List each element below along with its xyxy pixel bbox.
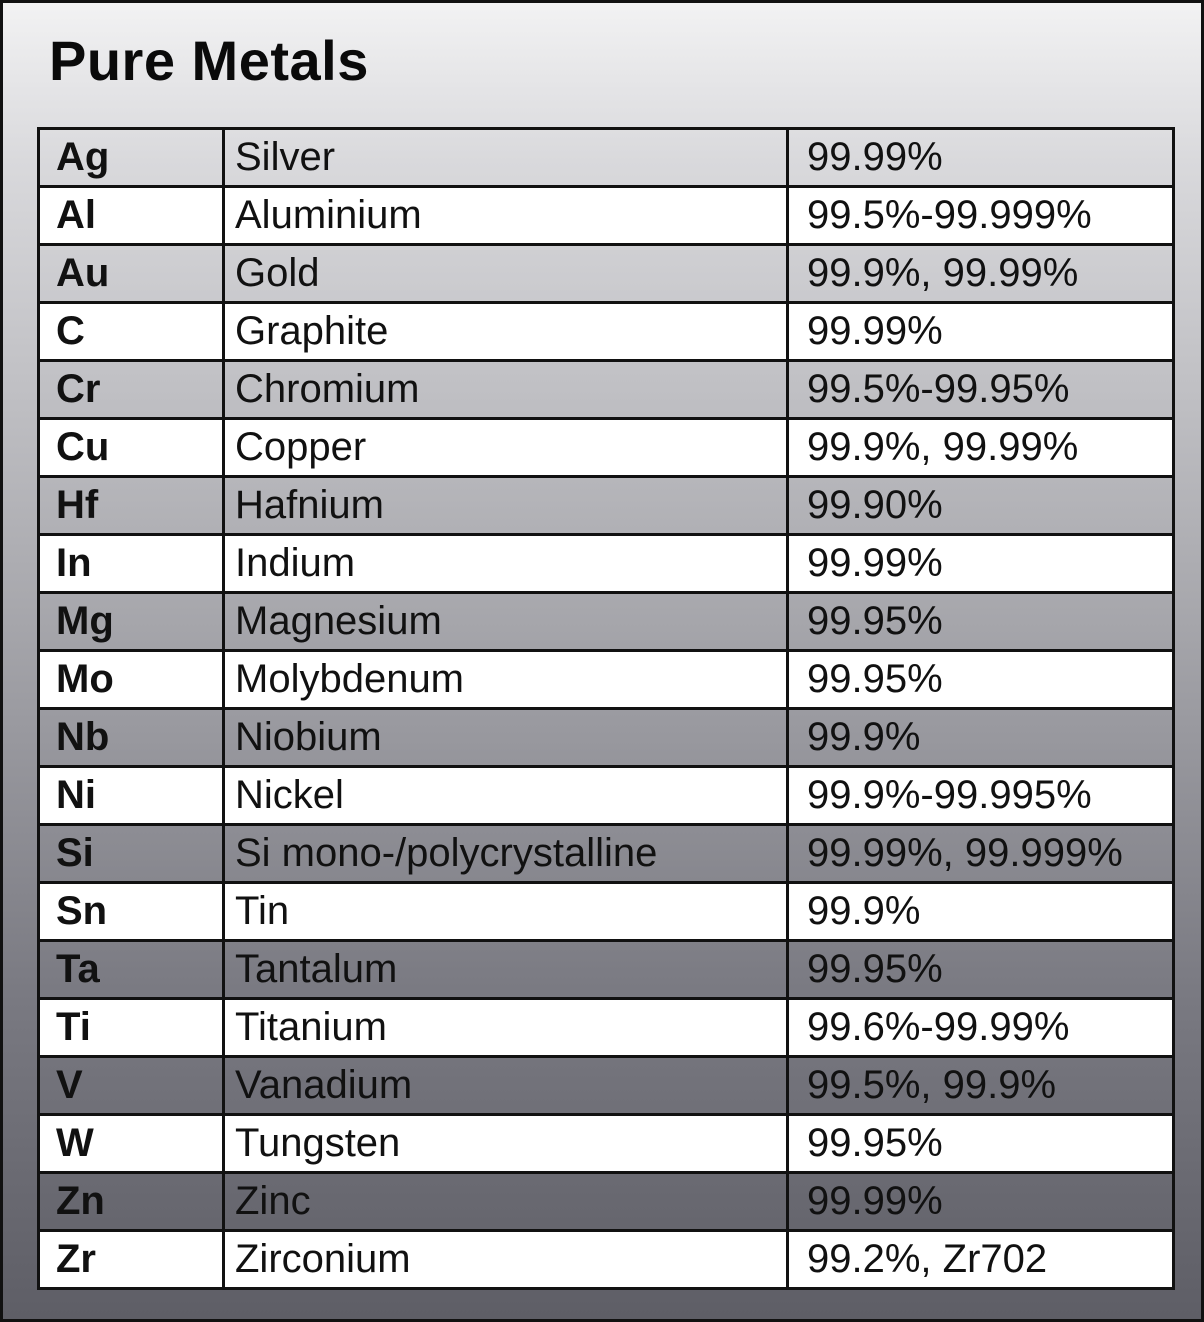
table-row bbox=[39, 361, 1174, 419]
element-name: Titanium bbox=[224, 999, 788, 1057]
element-name: Chromium bbox=[224, 361, 788, 419]
element-symbol: Ta bbox=[39, 941, 224, 999]
element-name: Si mono-/polycrystalline bbox=[224, 825, 788, 883]
element-name: Zinc bbox=[224, 1173, 788, 1231]
purity-value: 99.5%-99.95% bbox=[788, 361, 1174, 419]
element-name: Nickel bbox=[224, 767, 788, 825]
element-name: Silver bbox=[224, 129, 788, 187]
purity-value: 99.6%-99.99% bbox=[788, 999, 1174, 1057]
element-symbol: Nb bbox=[39, 709, 224, 767]
element-name: Vanadium bbox=[224, 1057, 788, 1115]
element-symbol: Zn bbox=[39, 1173, 224, 1231]
element-name: Niobium bbox=[224, 709, 788, 767]
table-row bbox=[39, 303, 1174, 361]
element-symbol: Sn bbox=[39, 883, 224, 941]
purity-value: 99.2%, Zr702 bbox=[788, 1231, 1174, 1289]
element-symbol: W bbox=[39, 1115, 224, 1173]
purity-value: 99.99% bbox=[788, 535, 1174, 593]
table-row bbox=[39, 941, 1174, 999]
table-row bbox=[39, 709, 1174, 767]
table-row bbox=[39, 593, 1174, 651]
element-symbol: Cu bbox=[39, 419, 224, 477]
element-symbol: Au bbox=[39, 245, 224, 303]
table-row bbox=[39, 245, 1174, 303]
element-name: Graphite bbox=[224, 303, 788, 361]
element-symbol: Al bbox=[39, 187, 224, 245]
element-name: Tungsten bbox=[224, 1115, 788, 1173]
purity-value: 99.95% bbox=[788, 593, 1174, 651]
table-row bbox=[39, 999, 1174, 1057]
purity-value: 99.5%, 99.9% bbox=[788, 1057, 1174, 1115]
table-row bbox=[39, 767, 1174, 825]
purity-value: 99.99% bbox=[788, 129, 1174, 187]
purity-value: 99.9%-99.995% bbox=[788, 767, 1174, 825]
element-symbol: Ag bbox=[39, 129, 224, 187]
purity-value: 99.95% bbox=[788, 651, 1174, 709]
purity-value: 99.95% bbox=[788, 1115, 1174, 1173]
element-symbol: Zr bbox=[39, 1231, 224, 1289]
metals-table-body bbox=[39, 129, 1174, 1289]
table-row bbox=[39, 187, 1174, 245]
element-symbol: C bbox=[39, 303, 224, 361]
metals-table bbox=[37, 127, 1175, 1290]
table-row bbox=[39, 535, 1174, 593]
element-name: Tin bbox=[224, 883, 788, 941]
element-symbol: Mo bbox=[39, 651, 224, 709]
element-name: Tantalum bbox=[224, 941, 788, 999]
table-row bbox=[39, 1231, 1174, 1289]
element-symbol: Mg bbox=[39, 593, 224, 651]
element-symbol: Si bbox=[39, 825, 224, 883]
element-name: Zirconium bbox=[224, 1231, 788, 1289]
purity-value: 99.9%, 99.99% bbox=[788, 245, 1174, 303]
element-symbol: Ni bbox=[39, 767, 224, 825]
purity-value: 99.9% bbox=[788, 883, 1174, 941]
table-row bbox=[39, 1115, 1174, 1173]
table-row bbox=[39, 651, 1174, 709]
table-row bbox=[39, 1173, 1174, 1231]
table-row bbox=[39, 419, 1174, 477]
table-row bbox=[39, 129, 1174, 187]
page-title: Pure Metals bbox=[49, 29, 369, 92]
purity-value: 99.5%-99.999% bbox=[788, 187, 1174, 245]
table-row bbox=[39, 1057, 1174, 1115]
purity-value: 99.90% bbox=[788, 477, 1174, 535]
table-row bbox=[39, 477, 1174, 535]
element-symbol: In bbox=[39, 535, 224, 593]
table-row bbox=[39, 825, 1174, 883]
purity-value: 99.95% bbox=[788, 941, 1174, 999]
purity-value: 99.9%, 99.99% bbox=[788, 419, 1174, 477]
element-name: Hafnium bbox=[224, 477, 788, 535]
purity-value: 99.99% bbox=[788, 1173, 1174, 1231]
element-name: Indium bbox=[224, 535, 788, 593]
element-symbol: Cr bbox=[39, 361, 224, 419]
element-name: Magnesium bbox=[224, 593, 788, 651]
element-name: Gold bbox=[224, 245, 788, 303]
element-name: Aluminium bbox=[224, 187, 788, 245]
purity-value: 99.99%, 99.999% bbox=[788, 825, 1174, 883]
element-name: Copper bbox=[224, 419, 788, 477]
element-name: Molybdenum bbox=[224, 651, 788, 709]
table-row bbox=[39, 883, 1174, 941]
element-symbol: Hf bbox=[39, 477, 224, 535]
purity-value: 99.9% bbox=[788, 709, 1174, 767]
element-symbol: V bbox=[39, 1057, 224, 1115]
purity-value: 99.99% bbox=[788, 303, 1174, 361]
element-symbol: Ti bbox=[39, 999, 224, 1057]
